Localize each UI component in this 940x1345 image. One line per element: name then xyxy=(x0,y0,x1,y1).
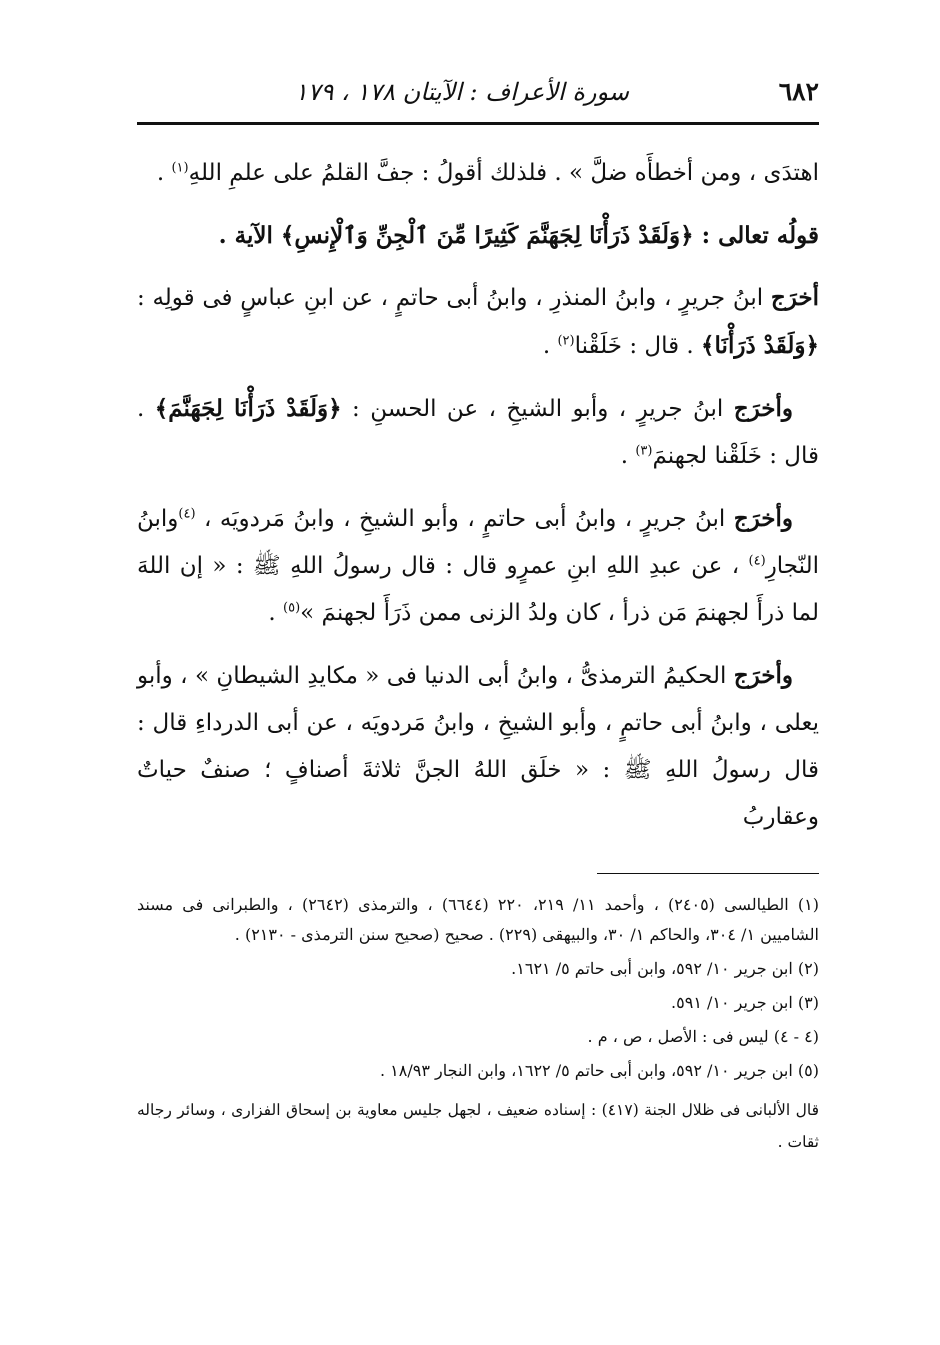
footnote-separator xyxy=(597,873,819,874)
footnote-1: (١) الطيالسى (٢٤٠٥) ، وأحمد ١١/ ٢١٩، ٢٢٠ (٦٦٤٤) ، والترمذى (٢٦٤٢) ، والطبرانى فى مسند الشاميين ١/ ٣٠٤، والحاكم ١/ ٣٠، والبيهقى (٢٢٩) . صحيح (صحيح سنن الترمذى - ٢١٣٠) . xyxy=(137,895,820,944)
quran-quote: وَلَقَدْ ذَرَأْنَا لِجَهَنَّمَ xyxy=(168,395,329,422)
paragraph-text-2: وابنُ النّجارِ xyxy=(137,506,819,579)
footnote-grading-note: قال الألبانى فى ظلال الجنة (٤١٧) : إسناده ضعيف ، لجهل جليس معاوية بن إسحاق الفزارى ، وسائر رجاله ثقات . xyxy=(137,1101,819,1151)
paragraph-2-verse-heading xyxy=(137,212,819,259)
footnote-ref-5[interactable]: (٥) xyxy=(283,600,301,616)
quran-close-bracket: ﴾ xyxy=(701,332,715,359)
quran-open-bracket: ﴿ xyxy=(805,332,819,359)
paragraph-tail: . xyxy=(268,600,284,626)
running-head: سورة الأعراف : الآيتان ١٧٨ ، ١٧٩ xyxy=(294,78,629,106)
footnote-ref-4-open[interactable]: (٤) xyxy=(178,506,196,522)
quran-close-bracket: ﴾ xyxy=(280,222,295,249)
paragraph-3 xyxy=(137,274,819,370)
quran-close-bracket: ﴾ xyxy=(154,395,169,422)
quran-verse: وَلَقَدْ ذَرَأْنَا لِجَهَنَّمَ كَثِيرًا مِّنَ ٱلْجِنِّ وَٱلْإِنسِ xyxy=(294,222,681,249)
paragraph-text: ابنُ جريرٍ ، وابنُ أبى حاتمٍ ، وأبو الشيخِ ، وابنُ مَردويَه ، xyxy=(195,506,734,532)
footnote-3: (٣) ابن جرير ١٠/ ٥٩١. xyxy=(671,993,819,1012)
page-number: ٦٨٢ xyxy=(778,77,819,106)
lead-word: أخرَج xyxy=(770,284,819,311)
footnote-5: (٥) ابن جرير ١٠/ ٥٩٢، وابن أبى حاتم ٥/ ١٦٢٢، وابن النجار ١٨/٩٣ . xyxy=(380,1061,819,1080)
header-rule xyxy=(137,122,819,125)
paragraph-text-3: ، عن عبدِ اللهِ ابنِ عمرٍو قال : قال رسولُ اللهِ ﷺ : « إن اللهَ لما ذرأَ لجهنمَ مَن ذرأ ، كان ولدُ الزنى ممن ذَرَأَ لجهنمَ » xyxy=(137,553,819,626)
footnote-ref-3[interactable]: (٣) xyxy=(635,443,653,459)
page-header xyxy=(137,75,819,115)
footnote-ref-1[interactable]: (١) xyxy=(171,160,189,176)
paragraph-text: الحكيمُ الترمذىُّ ، وابنُ أبى الدنيا فى « مكايدِ الشيطانِ » ، وأبو يعلى ، وابنُ أبى حاتمٍ ، وأبو الشيخِ ، وابنُ مَردويَه ، عن أبى الدرداءِ قال : قال رسولُ اللهِ ﷺ : « خلَق اللهُ الجنَّ ثلاثةَ أصنافٍ ؛ صنفٌ حياتٌ وعقاربُ xyxy=(137,663,819,830)
lead-word: وأخرَج xyxy=(733,395,793,422)
footnote-ref-2[interactable]: (٢) xyxy=(557,333,575,349)
paragraph-tail: . xyxy=(620,443,636,469)
quran-open-bracket: ﴿ xyxy=(680,222,694,249)
paragraph-4 xyxy=(137,385,819,480)
lead-word: وأخرَج xyxy=(733,505,793,532)
paragraph-1 xyxy=(137,150,819,197)
quran-open-bracket: ﴿ xyxy=(328,395,342,422)
footnotes xyxy=(137,890,819,1162)
paragraph-text-2: . قال : خَلَقْنا لجهنمَ xyxy=(137,396,819,469)
paragraph-6 xyxy=(137,652,819,841)
paragraph-text: ابنُ جريرٍ ، وأبو الشيخِ ، عن الحسنِ : xyxy=(341,396,734,422)
paragraph-text-2: . قال : خَلَقْنا xyxy=(574,333,702,359)
paragraph-tail: الآية . xyxy=(218,222,281,249)
verse-lead: قولُه تعالى : xyxy=(693,222,819,249)
quran-quote: وَلَقَدْ ذَرَأْنَا xyxy=(714,332,806,359)
footnote-4: (٤ - ٤) ليس فى : الأصل ، ص ، م . xyxy=(587,1027,819,1046)
footnote-2: (٢) ابن جرير ١٠/ ٥٩٢، وابن أبى حاتم ٥/ ١٦٢١. xyxy=(511,959,819,978)
main-text xyxy=(137,150,819,841)
paragraph-text: ابنُ جريرٍ ، وابنُ المنذرِ ، وابنُ أبى حاتمٍ ، عن ابنِ عباسٍ فى قولِه : xyxy=(137,285,771,311)
footnote-ref-4-close[interactable]: (٤) xyxy=(748,553,766,569)
paragraph-tail: . xyxy=(542,333,558,359)
paragraph-tail: . xyxy=(156,160,172,186)
lead-word: وأخرَج xyxy=(733,662,793,689)
paragraph-5 xyxy=(137,495,819,637)
paragraph-text: اهتدَى ، ومن أخطأَه ضلَّ » . فلذلك أقولُ : جفَّ القلمُ على علمِ اللهِ xyxy=(188,160,819,186)
